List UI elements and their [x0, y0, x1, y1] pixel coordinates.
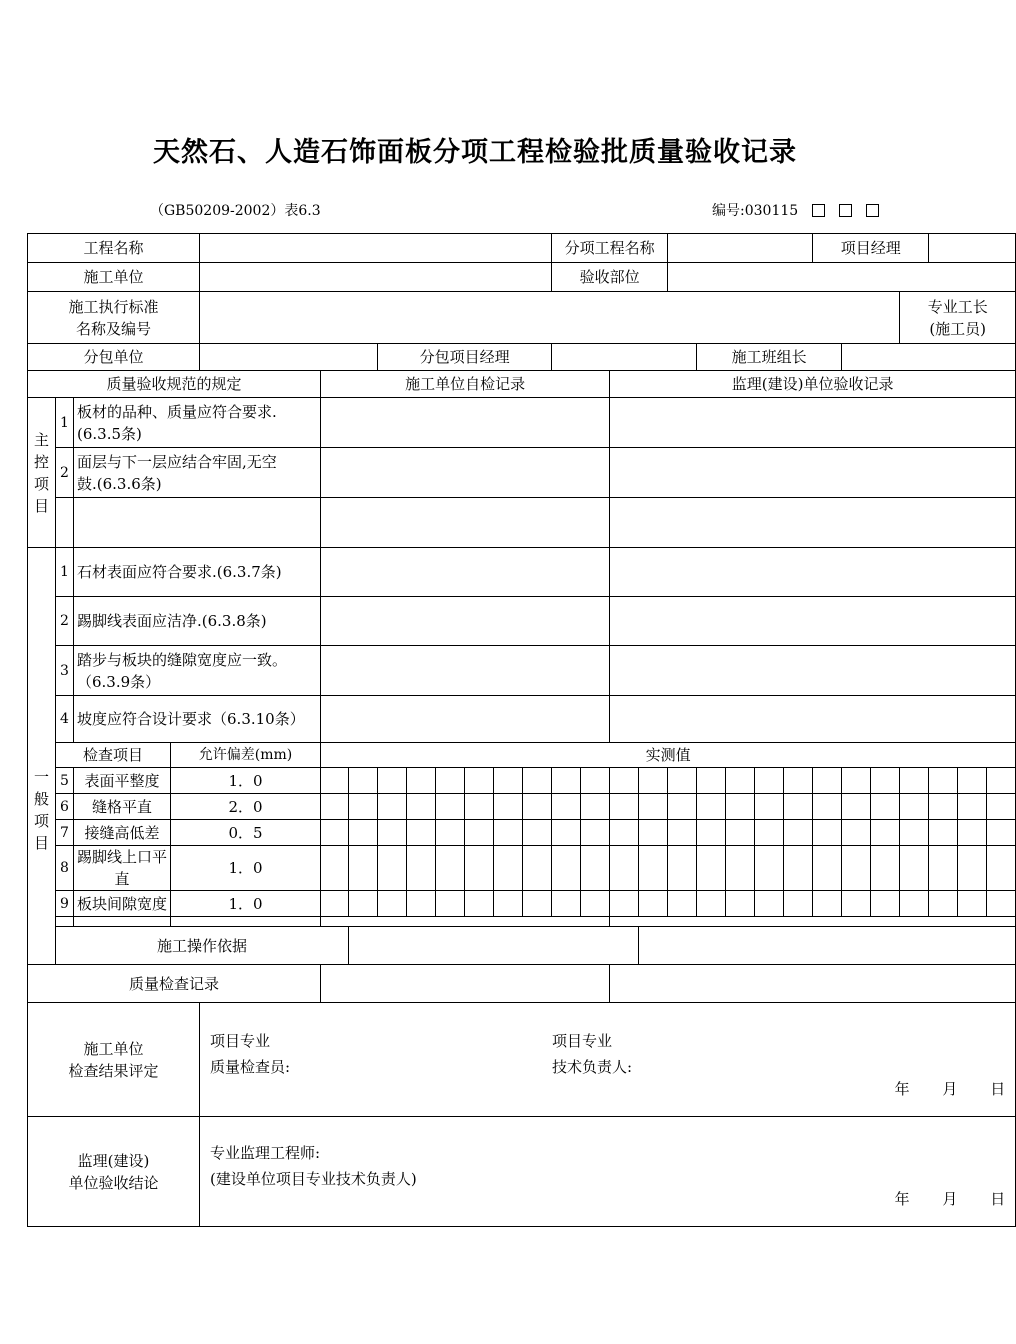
measured-value-cell[interactable]	[668, 768, 697, 794]
general-item-line: 踢脚线表面应洁净.(6.3.8条)	[77, 612, 267, 630]
page-title: 天然石、人造石饰面板分项工程检验批质量验收记录	[153, 137, 797, 168]
main-control-char: 主	[33, 430, 49, 449]
measured-value-cell[interactable]	[436, 846, 465, 891]
measured-value-cell[interactable]	[610, 768, 639, 794]
measured-value-cell[interactable]	[378, 768, 407, 794]
measured-value-cell[interactable]	[581, 794, 610, 820]
date-day: 日	[990, 1079, 1006, 1098]
supervision-cell[interactable]	[610, 548, 1016, 597]
measured-value-cell[interactable]	[871, 794, 900, 820]
supervision-cell[interactable]	[610, 448, 1016, 498]
measure-row-number: 9	[56, 891, 74, 917]
measured-value-cell[interactable]	[465, 768, 494, 794]
measured-value-cell[interactable]	[987, 794, 1016, 820]
main-item-number	[56, 498, 74, 548]
measured-values-header: 实测值	[321, 743, 1016, 768]
measured-value-cell[interactable]	[871, 891, 900, 917]
measured-value-cell[interactable]	[407, 768, 436, 794]
main-item-text	[74, 398, 321, 448]
exec-standard-field[interactable]	[200, 292, 900, 344]
general-item-number: 1	[56, 548, 74, 597]
measured-value-cell[interactable]	[378, 794, 407, 820]
measured-value-cell[interactable]	[378, 820, 407, 846]
main-item-line: 板材的品种、质量应符合要求.	[77, 402, 277, 421]
general-item-line: （6.3.9条）	[77, 672, 161, 691]
measured-value-cell[interactable]	[929, 794, 958, 820]
measure-row-tolerance: 1．0	[171, 768, 321, 794]
measure-row-item: 缝格平直	[74, 794, 171, 820]
sub-manager-field[interactable]	[552, 344, 697, 371]
measured-value-cell[interactable]	[349, 768, 378, 794]
measured-value-cell[interactable]	[697, 794, 726, 820]
tolerance-header: 允许偏差(mm)	[171, 743, 321, 768]
general-item-line: 踏步与板块的缝隙宽度应一致。	[77, 650, 288, 669]
measured-value-cell[interactable]	[639, 891, 668, 917]
measured-value-cell[interactable]	[407, 820, 436, 846]
measured-value-cell[interactable]	[494, 846, 523, 891]
measured-value-cell[interactable]	[581, 820, 610, 846]
main-item-text	[74, 498, 321, 548]
measured-value-cell[interactable]	[958, 820, 987, 846]
measured-value-cell[interactable]	[900, 794, 929, 820]
measure-row-tolerance	[171, 917, 321, 927]
foreman-label	[900, 292, 1016, 344]
measured-value-cell[interactable]	[784, 891, 813, 917]
general-item-line: 坡度应符合设计要求（6.3.10条）	[77, 710, 305, 728]
main-item-number: 2	[56, 448, 74, 498]
record-number-box[interactable]	[866, 204, 879, 217]
measure-row-tolerance: 1．0	[171, 891, 321, 917]
date-year: 年	[894, 1079, 910, 1098]
self-check-cell[interactable]	[321, 498, 610, 548]
measured-value-cell[interactable]	[813, 891, 842, 917]
measured-value-cell[interactable]	[726, 846, 755, 891]
measured-value-cell[interactable]	[523, 846, 552, 891]
measured-value-cell[interactable]	[465, 794, 494, 820]
measured-value-cell[interactable]	[697, 891, 726, 917]
self-check-cell[interactable]	[321, 398, 610, 448]
general-item-text	[74, 597, 321, 646]
self-check-cell[interactable]	[321, 646, 610, 696]
measured-value-cell[interactable]	[610, 794, 639, 820]
supervision-eval-signature-area[interactable]	[200, 1117, 1016, 1227]
measured-value-cell[interactable]	[784, 794, 813, 820]
measured-value-cell[interactable]	[842, 891, 871, 917]
measured-value-cell[interactable]	[581, 768, 610, 794]
measured-value-cell[interactable]	[552, 820, 581, 846]
measured-value-cell[interactable]	[871, 846, 900, 891]
measured-value-cell[interactable]	[900, 891, 929, 917]
main-item-line: 鼓.(6.3.6条)	[77, 474, 162, 493]
supervision-engineer-line1: 专业监理工程师:	[210, 1143, 321, 1162]
supervision-engineer-line2: (建设单位项目专业技术负责人)	[210, 1169, 417, 1188]
construction-eval-line2: 检查结果评定	[68, 1061, 159, 1080]
measured-value-cell[interactable]	[755, 768, 784, 794]
technical-lead-line2: 技术负责人:	[552, 1057, 633, 1076]
measured-value-cell[interactable]	[436, 820, 465, 846]
measured-value-cell[interactable]	[813, 794, 842, 820]
supervision-cell[interactable]	[610, 498, 1016, 548]
general-item-text	[74, 548, 321, 597]
measured-value-cell[interactable]	[321, 794, 349, 820]
measured-value-cell[interactable]	[494, 891, 523, 917]
measured-value-cell[interactable]	[610, 846, 639, 891]
measured-value-cell[interactable]	[436, 891, 465, 917]
team-leader-label: 施工班组长	[697, 344, 842, 371]
measure-row-tolerance: 2．0	[171, 794, 321, 820]
sub-manager-label: 分包项目经理	[378, 344, 552, 371]
measured-value-cell[interactable]	[842, 768, 871, 794]
measured-value-cell[interactable]	[610, 891, 639, 917]
supervision-eval-label	[28, 1117, 200, 1227]
measured-value-cell[interactable]	[755, 820, 784, 846]
measured-value-cell[interactable]	[784, 846, 813, 891]
measured-value-cell[interactable]	[929, 768, 958, 794]
measured-value-cell[interactable]	[378, 846, 407, 891]
quality-inspector-line1: 项目专业	[210, 1031, 271, 1050]
measured-value-cell[interactable]	[581, 846, 610, 891]
measure-row-number	[56, 917, 74, 927]
measured-value-cell[interactable]	[349, 846, 378, 891]
measured-value-cell[interactable]	[552, 768, 581, 794]
measured-value-cell[interactable]	[842, 846, 871, 891]
measured-value-cell[interactable]	[581, 891, 610, 917]
measured-value-cell[interactable]	[378, 891, 407, 917]
supervision-cell[interactable]	[610, 398, 1016, 448]
general-item-number: 2	[56, 597, 74, 646]
exec-standard-line1: 施工执行标准	[68, 297, 159, 316]
acceptance-part-field[interactable]	[668, 263, 1016, 292]
measured-value-cell[interactable]	[900, 846, 929, 891]
measured-value-cell[interactable]	[494, 794, 523, 820]
quality-inspector-label	[210, 1028, 290, 1080]
measured-value-cell[interactable]	[871, 768, 900, 794]
acceptance-part-label: 验收部位	[552, 263, 668, 292]
measured-value-cell[interactable]	[668, 820, 697, 846]
record-number-box[interactable]	[812, 204, 825, 217]
measured-value-cell[interactable]	[552, 846, 581, 891]
supervision-eval-date	[867, 1188, 1006, 1210]
measured-value-cell[interactable]	[552, 891, 581, 917]
measured-value-cell[interactable]	[494, 768, 523, 794]
measured-value-cell[interactable]	[668, 891, 697, 917]
technical-lead-label	[552, 1028, 632, 1080]
project-name-label: 工程名称	[28, 234, 200, 263]
foreman-line2: (施工员)	[929, 319, 987, 338]
self-check-cell[interactable]	[321, 448, 610, 498]
date-day: 日	[990, 1189, 1006, 1208]
measured-value-cell[interactable]	[668, 846, 697, 891]
project-manager-label: 项目经理	[813, 234, 929, 263]
measured-value-cell[interactable]	[958, 794, 987, 820]
quality-record-supervision[interactable]	[610, 965, 1016, 1003]
measured-value-cell[interactable]	[465, 891, 494, 917]
construction-eval-line1: 施工单位	[83, 1039, 144, 1058]
measured-value-cell[interactable]	[639, 768, 668, 794]
subcontractor-label: 分包单位	[28, 344, 200, 371]
date-month: 月	[942, 1189, 958, 1208]
project-manager-field[interactable]	[929, 234, 1016, 263]
supervision-column-header: 监理(建设)单位验收记录	[610, 371, 1016, 398]
measured-value-cell[interactable]	[321, 846, 349, 891]
measured-value-cell[interactable]	[929, 820, 958, 846]
measured-value-cell[interactable]	[668, 794, 697, 820]
general-char: 般	[33, 790, 49, 808]
measured-value-cell[interactable]	[465, 846, 494, 891]
spec-column-header: 质量验收规范的规定	[28, 371, 321, 398]
supervision-cell[interactable]	[610, 597, 1016, 646]
measured-value-cell[interactable]	[987, 768, 1016, 794]
standard-reference: （GB50209-2002）表6.3	[150, 203, 321, 219]
construction-eval-date	[867, 1078, 1006, 1100]
measured-value-cell[interactable]	[407, 846, 436, 891]
technical-lead-line1: 项目专业	[552, 1031, 613, 1050]
date-month: 月	[942, 1079, 958, 1098]
construction-basis-self[interactable]	[349, 927, 639, 965]
subcontractor-field[interactable]	[200, 344, 378, 371]
construction-eval-label	[28, 1003, 200, 1117]
measured-value-cell[interactable]	[639, 846, 668, 891]
exec-standard-line2: 名称及编号	[76, 319, 152, 338]
main-control-char: 目	[33, 496, 49, 515]
measure-row-number: 5	[56, 768, 74, 794]
measured-value-cell[interactable]	[726, 820, 755, 846]
measure-row-item	[74, 917, 171, 927]
inspection-form	[27, 233, 1006, 1227]
measured-value-cell[interactable]	[784, 768, 813, 794]
measured-value-cell[interactable]	[987, 846, 1016, 891]
construction-basis-supervision[interactable]	[639, 927, 1016, 965]
measured-value-cell[interactable]	[784, 820, 813, 846]
date-year: 年	[894, 1189, 910, 1208]
exec-standard-label	[28, 292, 200, 344]
main-item-text	[74, 448, 321, 498]
quality-inspector-line2: 质量检查员:	[210, 1057, 291, 1076]
measured-value-cell[interactable]	[726, 794, 755, 820]
measured-value-cell[interactable]	[552, 794, 581, 820]
measured-value-cell[interactable]	[958, 768, 987, 794]
measured-value-cell[interactable]	[639, 794, 668, 820]
general-item-text	[74, 646, 321, 696]
general-item-line: 石材表面应符合要求.(6.3.7条)	[77, 563, 282, 581]
measured-value-cell[interactable]	[407, 794, 436, 820]
inspection-table	[27, 233, 1016, 1227]
measured-value-cell[interactable]	[842, 794, 871, 820]
measure-row-number: 6	[56, 794, 74, 820]
measured-value-cell[interactable]	[871, 820, 900, 846]
measured-value-cell[interactable]	[436, 768, 465, 794]
measure-row-item: 表面平整度	[74, 768, 171, 794]
measured-value-cell[interactable]	[842, 820, 871, 846]
subproject-name-label: 分项工程名称	[552, 234, 668, 263]
construction-eval-signature-area[interactable]	[200, 1003, 1016, 1117]
measured-value-cell[interactable]	[929, 891, 958, 917]
measured-value-cell[interactable]	[610, 820, 639, 846]
measure-row-tolerance: 0．5	[171, 820, 321, 846]
measured-value-cell[interactable]	[987, 820, 1016, 846]
self-check-cell[interactable]	[321, 597, 610, 646]
team-leader-field[interactable]	[842, 344, 1016, 371]
supervision-eval-line2: 单位验收结论	[68, 1173, 159, 1192]
measured-value-cell[interactable]	[523, 891, 552, 917]
measured-value-cell[interactable]	[697, 820, 726, 846]
general-char: 项	[33, 812, 49, 830]
supervision-eval-line1: 监理(建设)	[77, 1151, 150, 1170]
measured-value-cell[interactable]	[755, 846, 784, 891]
measured-value-cell[interactable]	[436, 794, 465, 820]
measured-value-cell[interactable]	[929, 846, 958, 891]
subproject-name-field[interactable]	[668, 234, 813, 263]
measured-value-cell[interactable]	[755, 891, 784, 917]
quality-record-self[interactable]	[321, 965, 610, 1003]
measured-value-cell[interactable]	[523, 768, 552, 794]
record-number-label: 编号:030115	[712, 203, 799, 219]
measured-value-cell[interactable]	[697, 768, 726, 794]
main-item-number: 1	[56, 398, 74, 448]
main-item-line: (6.3.5条)	[77, 424, 142, 443]
project-name-field[interactable]	[200, 234, 552, 263]
quality-record-label: 质量检查记录	[28, 965, 321, 1003]
main-item-line: 面层与下一层应结合牢固,无空	[77, 452, 277, 471]
record-number	[712, 200, 879, 220]
general-label	[28, 548, 56, 965]
measured-value-cell[interactable]	[523, 820, 552, 846]
measured-value-cell[interactable]	[321, 820, 349, 846]
measured-value-cell[interactable]	[813, 820, 842, 846]
measured-value-cell[interactable]	[813, 846, 842, 891]
self-check-column-header: 施工单位自检记录	[321, 371, 610, 398]
supervision-cell[interactable]	[610, 646, 1016, 696]
measured-value-cell[interactable]	[349, 794, 378, 820]
foreman-line1: 专业工长	[927, 297, 988, 316]
main-control-char: 项	[33, 474, 49, 493]
measured-value-cell[interactable]	[349, 820, 378, 846]
general-char: 一	[33, 768, 49, 786]
measured-value-cell[interactable]	[755, 794, 784, 820]
main-control-char: 控	[33, 452, 49, 471]
measured-value-cell[interactable]	[987, 891, 1016, 917]
measured-value-cell[interactable]	[813, 768, 842, 794]
self-check-cell[interactable]	[321, 548, 610, 597]
measured-value-cell[interactable]	[697, 846, 726, 891]
measure-row-item: 接缝高低差	[74, 820, 171, 846]
measured-value-cell[interactable]	[465, 820, 494, 846]
measured-value-cell[interactable]	[726, 768, 755, 794]
measured-value-cell[interactable]	[639, 820, 668, 846]
main-control-label	[28, 398, 56, 548]
measure-row-item: 踢脚线上口平直	[74, 846, 171, 891]
construction-unit-label: 施工单位	[28, 263, 200, 292]
measured-value-cell[interactable]	[523, 794, 552, 820]
measured-value-cell[interactable]	[726, 891, 755, 917]
measure-row-tolerance: 1．0	[171, 846, 321, 891]
measure-row-number: 8	[56, 846, 74, 891]
self-check-cell[interactable]	[321, 696, 610, 743]
measure-row-item: 板块间隙宽度	[74, 891, 171, 917]
measure-item-header: 检查项目	[56, 743, 171, 768]
construction-unit-field[interactable]	[200, 263, 552, 292]
measured-value-cell[interactable]	[958, 891, 987, 917]
record-number-box[interactable]	[839, 204, 852, 217]
measured-value-cell[interactable]	[900, 820, 929, 846]
measured-value-cell[interactable]	[958, 846, 987, 891]
general-char: 目	[33, 834, 49, 852]
general-item-number: 3	[56, 646, 74, 696]
measured-value-cell[interactable]	[407, 891, 436, 917]
measured-value-cell[interactable]	[321, 768, 349, 794]
measure-row-number: 7	[56, 820, 74, 846]
general-item-number: 4	[56, 696, 74, 743]
measured-value-cell[interactable]	[610, 917, 1016, 927]
construction-basis-label: 施工操作依据	[56, 927, 349, 965]
supervision-engineer-label	[210, 1140, 417, 1192]
measured-value-cell[interactable]	[321, 917, 610, 927]
measured-value-cell[interactable]	[321, 891, 349, 917]
measured-value-cell[interactable]	[494, 820, 523, 846]
measured-value-cell[interactable]	[349, 891, 378, 917]
supervision-cell[interactable]	[610, 696, 1016, 743]
measured-value-cell[interactable]	[900, 768, 929, 794]
general-item-text	[74, 696, 321, 743]
